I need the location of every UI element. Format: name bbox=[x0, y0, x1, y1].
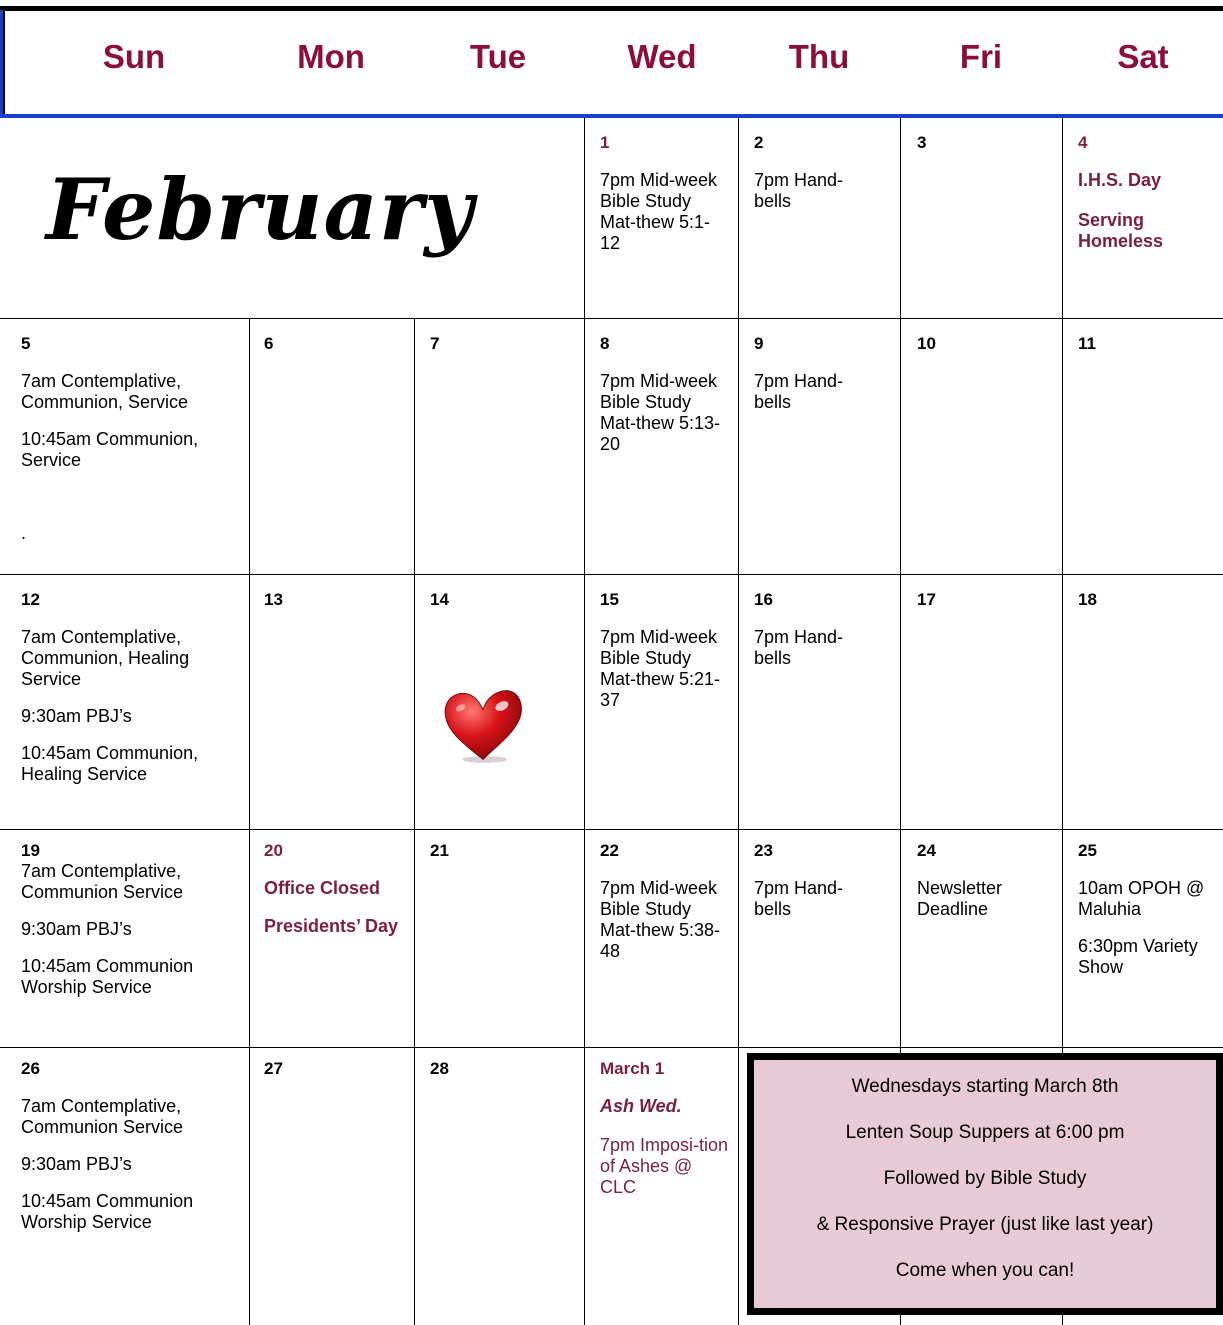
dayname-wed: Wed bbox=[627, 38, 697, 75]
day-cell-8 bbox=[600, 333, 725, 471]
day-cell-6 bbox=[264, 333, 404, 371]
month-title: February bbox=[45, 160, 475, 259]
event-text: 6:30pm Variety Show bbox=[1078, 936, 1198, 977]
event-text: 7pm Hand-bells bbox=[754, 627, 844, 668]
notice-line: Wednesdays starting March 8th bbox=[851, 1076, 1119, 1097]
day-cell-4 bbox=[1078, 132, 1208, 268]
event-text: 7am Contemplative, Communion, Healing Service bbox=[21, 627, 190, 689]
day-number: 17 bbox=[917, 590, 936, 609]
day-number: 27 bbox=[264, 1059, 283, 1078]
event-text: 7pm Imposi-tion of Ashes @ CLC bbox=[600, 1135, 729, 1197]
day-cell-14 bbox=[430, 589, 570, 627]
event-text: 7pm Hand-bells bbox=[754, 170, 844, 211]
day-cell-10 bbox=[917, 333, 1042, 371]
day-number: 23 bbox=[754, 841, 773, 860]
day-number: 12 bbox=[21, 590, 40, 609]
header-border-top bbox=[0, 6, 1223, 11]
day-cell-25 bbox=[1078, 840, 1213, 994]
event-text: 10am OPOH @ Maluhia bbox=[1078, 878, 1205, 919]
day-cell-16 bbox=[754, 589, 879, 685]
day-cell-13 bbox=[264, 589, 404, 627]
event-text: 9:30am PBJ’s bbox=[21, 1154, 132, 1174]
day-number: 21 bbox=[430, 841, 449, 860]
event-text: 10:45am Communion Worship Service bbox=[21, 956, 194, 997]
col-divider bbox=[249, 318, 250, 1325]
heart-icon bbox=[440, 685, 526, 765]
day-number: 10 bbox=[917, 334, 936, 353]
day-number: 14 bbox=[430, 590, 449, 609]
day-cell-19 bbox=[21, 840, 243, 1014]
day-cell-15 bbox=[600, 589, 725, 727]
row-divider bbox=[0, 829, 1223, 830]
day-number: 7 bbox=[430, 334, 440, 353]
day-cell-7 bbox=[430, 333, 570, 371]
row-divider bbox=[0, 574, 1223, 575]
lent-notice-box bbox=[747, 1053, 1223, 1315]
day-cell-11 bbox=[1078, 333, 1203, 371]
day-number: 28 bbox=[430, 1059, 449, 1078]
day-cell-18 bbox=[1078, 589, 1203, 627]
notice-line: & Responsive Prayer (just like last year) bbox=[816, 1214, 1154, 1235]
day-cell-17 bbox=[917, 589, 1042, 627]
day-number: 5 bbox=[21, 334, 31, 353]
day-number: 8 bbox=[600, 334, 610, 353]
day-number: 20 bbox=[264, 841, 283, 860]
row-divider bbox=[0, 318, 1223, 319]
day-number: 22 bbox=[600, 841, 619, 860]
day-cell-23 bbox=[754, 840, 879, 936]
day-number: 6 bbox=[264, 334, 274, 353]
day-cell-2 bbox=[754, 132, 879, 228]
day-number: 19 bbox=[21, 841, 40, 860]
col-divider bbox=[584, 118, 585, 1325]
day-cell-28 bbox=[430, 1058, 570, 1096]
event-text: 7pm Mid-week Bible Study Mat-thew 5:38-48 bbox=[600, 878, 721, 961]
event-text: 7pm Mid-week Bible Study Mat-thew 5:21-37 bbox=[600, 627, 721, 710]
weekday-header bbox=[0, 0, 1223, 118]
event-text: 7pm Mid-week Bible Study Mat-thew 5:13-20 bbox=[600, 371, 721, 454]
row-divider bbox=[0, 1047, 1223, 1048]
day-number: 13 bbox=[264, 590, 283, 609]
event-text: Serving Homeless bbox=[1078, 210, 1164, 251]
event-text: 7pm Hand-bells bbox=[754, 371, 844, 412]
event-text: I.H.S. Day bbox=[1078, 170, 1162, 190]
dayname-tue: Tue bbox=[469, 38, 527, 75]
event-text: 7am Contemplative, Communion Service bbox=[21, 861, 184, 902]
day-number: 9 bbox=[754, 334, 764, 353]
day-cell-20 bbox=[264, 840, 409, 953]
notice-line: Come when you can! bbox=[895, 1260, 1075, 1281]
event-text: . bbox=[21, 523, 27, 543]
day-number: 26 bbox=[21, 1059, 40, 1078]
day-number: 25 bbox=[1078, 841, 1097, 860]
col-divider bbox=[414, 318, 415, 1325]
lent-notice-panel bbox=[753, 1059, 1217, 1309]
day-cell-27 bbox=[264, 1058, 404, 1096]
day-cell-24 bbox=[917, 840, 1042, 936]
day-cell-3 bbox=[917, 132, 1042, 170]
event-text: 7pm Mid-week Bible Study Mat-thew 5:1-12 bbox=[600, 170, 718, 253]
day-number: 4 bbox=[1078, 133, 1088, 152]
day-cell-9 bbox=[754, 333, 879, 429]
day-number: 2 bbox=[754, 133, 764, 152]
col-divider bbox=[738, 118, 739, 1325]
day-cell-26 bbox=[21, 1058, 243, 1249]
day-number: 1 bbox=[600, 133, 610, 152]
day-number: 24 bbox=[917, 841, 936, 860]
event-text: 10:45am Communion, Healing Service bbox=[21, 743, 199, 784]
dayname-thu: Thu bbox=[788, 38, 850, 75]
day-cell-12 bbox=[21, 589, 243, 801]
day-number: 18 bbox=[1078, 590, 1097, 609]
dayname-sat: Sat bbox=[1117, 38, 1169, 75]
event-text: 10:45am Communion Worship Service bbox=[21, 1191, 194, 1232]
event-text: Newsletter Deadline bbox=[917, 878, 1003, 919]
event-text: 10:45am Communion, Service bbox=[21, 429, 199, 470]
day-number: 15 bbox=[600, 590, 619, 609]
event-text: 9:30am PBJ’s bbox=[21, 706, 132, 726]
dayname-mon: Mon bbox=[297, 38, 365, 75]
event-text: 7am Contemplative, Communion, Service bbox=[21, 371, 189, 412]
dayname-sun: Sun bbox=[102, 38, 166, 75]
day-number: 11 bbox=[1078, 334, 1096, 353]
notice-line: Followed by Bible Study bbox=[883, 1168, 1087, 1189]
day-cell-5 bbox=[21, 333, 243, 560]
event-text: 7pm Hand-bells bbox=[754, 878, 844, 919]
day-cell-march-1 bbox=[600, 1058, 730, 1214]
day-number: March 1 bbox=[600, 1059, 665, 1078]
event-text: 9:30am PBJ’s bbox=[21, 919, 132, 939]
day-cell-22 bbox=[600, 840, 725, 978]
header-border-left-accent bbox=[0, 10, 3, 117]
dayname-fri: Fri bbox=[959, 38, 1003, 75]
event-text: Presidents’ Day bbox=[264, 916, 399, 936]
day-cell-1 bbox=[600, 132, 725, 270]
event-text: Ash Wed. bbox=[600, 1096, 682, 1116]
day-cell-21 bbox=[430, 840, 570, 878]
event-text: 7am Contemplative, Communion Service bbox=[21, 1096, 184, 1137]
event-text: Office Closed bbox=[264, 878, 381, 898]
day-number: 16 bbox=[754, 590, 773, 609]
notice-line: Lenten Soup Suppers at 6:00 pm bbox=[845, 1122, 1125, 1143]
day-number: 3 bbox=[917, 133, 927, 152]
